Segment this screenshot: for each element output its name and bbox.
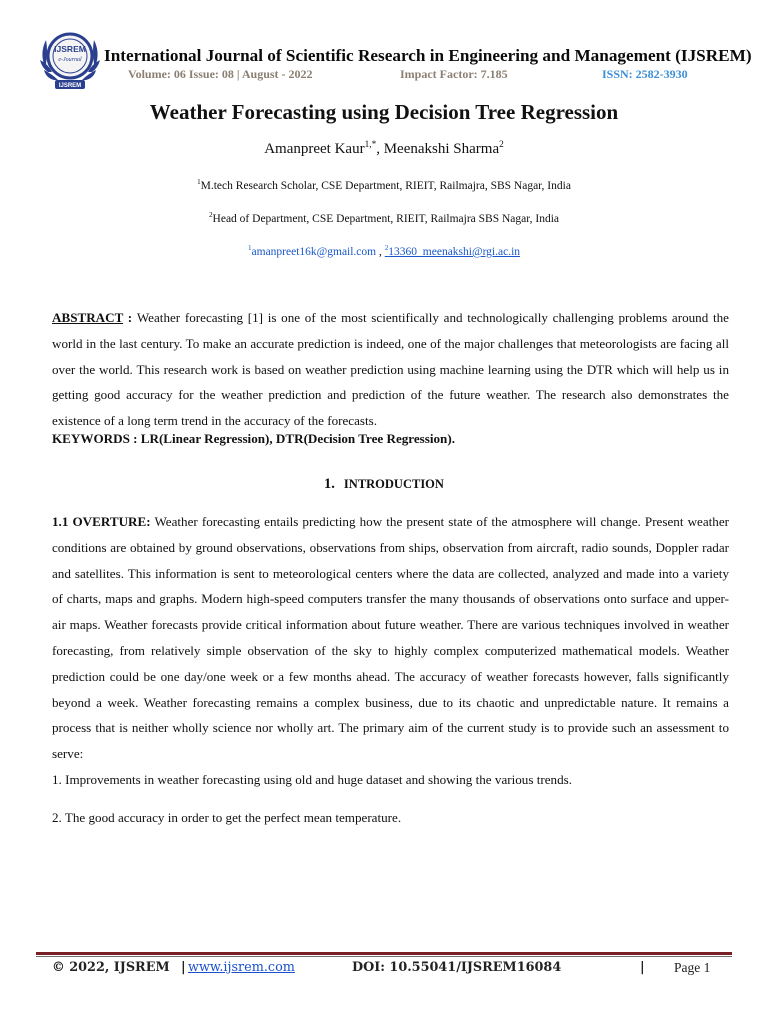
abstract-colon: :: [123, 310, 137, 325]
email-separator: ,: [376, 246, 385, 258]
logo-text-bottom: IJSREM: [58, 83, 82, 89]
impact-factor: Impact Factor: 7.185: [400, 67, 508, 81]
logo-text-mid: e-Journal: [58, 57, 82, 63]
footer-separator-2: |: [640, 960, 645, 975]
authors: [0, 141, 768, 158]
section-title: INTRODUCTION: [343, 477, 444, 491]
list-item-1: 1. Improvements in weather forecasting using old and huge dataset and showing the various trends.: [52, 772, 572, 787]
footer-copyright: © 2022, IJSREM: [52, 960, 170, 975]
section-number: 1.: [324, 476, 335, 492]
overture-label: 1.1 OVERTURE:: [52, 514, 151, 529]
journal-logo: [34, 24, 106, 92]
email-1-sup: 1: [247, 244, 252, 253]
section-heading: [0, 476, 768, 493]
footer-doi: DOI: 10.55041/IJSREM16084: [352, 960, 562, 975]
footer-website-link[interactable]: www.ijsrem.com: [188, 960, 295, 975]
paper-title: Weather Forecasting using Decision Tree Regression: [149, 100, 619, 124]
email-2-sup: 2: [384, 244, 389, 253]
footer-rule: [36, 952, 732, 955]
affiliation-2: [0, 213, 768, 225]
author-separator: ,: [376, 141, 384, 157]
author-1: Amanpreet Kaur: [264, 141, 365, 157]
journal-title: International Journal of Scientific Research in Engineering and Management (IJSREM): [104, 46, 752, 65]
keywords: KEYWORDS : LR(Linear Regression), DTR(Decision Tree Regression).: [52, 431, 455, 446]
author-1-sup: 1,*: [364, 140, 377, 150]
author-2: Meenakshi Sharma: [383, 141, 500, 157]
abstract: [52, 305, 729, 434]
affiliation-2-text: Head of Department, CSE Department, RIEIT, Railmajra SBS Nagar, India: [212, 213, 560, 225]
issn: ISSN: 2582-3930: [602, 67, 688, 81]
affiliation-2-sup: 2: [208, 211, 213, 220]
footer-separator-1: |: [181, 960, 186, 975]
abstract-text: Weather forecasting [1] is one of the most scientifically and technologically challenging problems around the world in the last century. To make an accurate prediction is indeed, one of the major challenges that meteorologists are facing all over the world. This research work is based on weather prediction using machine learning using the DTR which will help us in getting good accuracy for the weather prediction and prediction of the future weather. The research also demonstrates the existence of a long term trend in the accuracy of the forecasts.: [52, 310, 729, 429]
email-2-link[interactable]: [385, 246, 520, 258]
page-number: Page 1: [674, 960, 711, 975]
logo-text-top: IJSREM: [54, 44, 86, 54]
affiliation-1-text: M.tech Research Scholar, CSE Department, RIEIT, Railmajra, SBS Nagar, India: [200, 180, 571, 192]
author-2-sup: 2: [499, 140, 504, 150]
volume-issue: Volume: 06 Issue: 08 | August - 2022: [128, 67, 313, 81]
affiliation-1: [0, 180, 768, 192]
list-item-2: 2. The good accuracy in order to get the perfect mean temperature.: [52, 810, 402, 825]
author-emails: [0, 246, 768, 258]
email-1-link[interactable]: amanpreet16k@gmail.com: [251, 246, 377, 258]
overture-paragraph: [52, 509, 729, 767]
email-2-text: 13360_meenakshi@rgi.ac.in: [388, 246, 521, 258]
affiliation-1-sup: 1: [197, 178, 201, 187]
abstract-label: ABSTRACT: [52, 310, 124, 325]
footer-rule-thin: [36, 956, 732, 957]
overture-text: Weather forecasting entails predicting how the present state of the atmosphere will change. Present weather conditions are obtained by ground observations, observations from ships, observation from aircraft, radio sounds, Doppler radar and satellites. This information is sent to meteorological centers where the data are collected, analyzed and made into a variety of charts, maps and graphs. Modern high-speed computers transfer the many thousands of observations onto surface and upper-air maps. Weather forecasts provide critical information about future weather. There are various techniques involved in weather forecasting, from relatively simple observation of the sky to highly complex computerized mathematical models. Weather prediction could be one day/one week or a few months ahead. The accuracy of weather forecasts however, falls significantly beyond a week. Weather forecasting remains a complex business, due to its chaotic and unpredictable nature. It remains a process that is neither wholly science nor wholly art. The primary aim of the current study is to provide such an assessment to serve:: [52, 514, 730, 762]
